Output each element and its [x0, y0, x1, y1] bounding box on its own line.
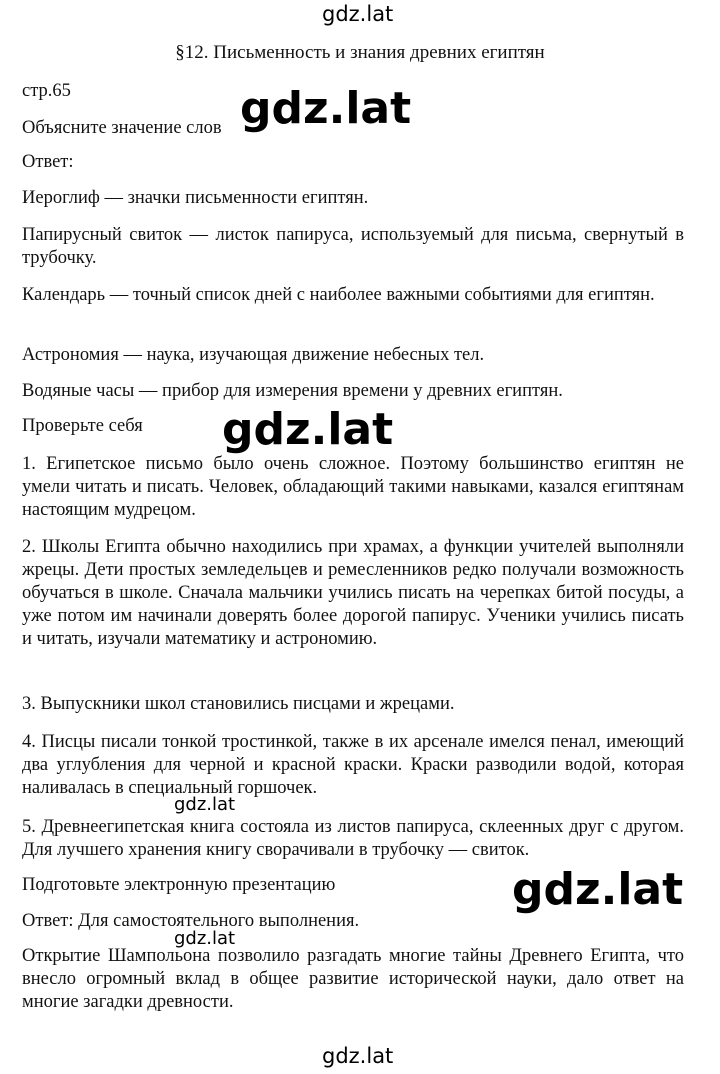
watermark-large: gdz.lat	[240, 83, 412, 134]
definition-water-clock: Водяные часы — прибор для измерения времени у древних египтян.	[22, 381, 563, 401]
check-heading: Проверьте себя	[22, 416, 143, 436]
definition-astronomy: Астрономия — наука, изучающая движение небесных тел.	[22, 345, 485, 365]
check-item-5: 5. Древнеегипетская книга состояла из листов папируса, склеенных друг с другом. Для лучшего хранения книгу сворачивали в трубочку — свиток.	[22, 817, 684, 860]
definition-papyrus-scroll: Папирусный свиток — листок папируса, используемый для письма, свернутый в трубочку.	[22, 225, 684, 268]
task-prompt: Объясните значение слов	[22, 118, 222, 138]
watermark-top: gdz.lat	[322, 2, 394, 26]
check-item-1: 1. Египетское письмо было очень сложное. Поэтому большинство египтян не умели читать и писать. Человек, обладающий такими навыками, казался египтянам настоящим мудрецом.	[22, 454, 684, 520]
check-item-3: 3. Выпускники школ становились писцами и жрецами.	[22, 694, 455, 714]
presentation-heading: Подготовьте электронную презентацию	[22, 875, 336, 895]
presentation-answer: Ответ: Для самостоятельного выполнения.	[22, 911, 360, 931]
check-item-2: 2. Школы Египта обычно находились при храмах, а функции учителей выполняли жрецы. Дети простых земледельцев и ремесленников редко получали возможность обучаться в школе. Сначала мальчики учились писать на черепках битой посуды, а уже потом им начинали доверять более дорогой папирус. Ученики учились писать и читать, изучали математику и астрономию.	[22, 537, 684, 649]
watermark-bottom: gdz.lat	[322, 1044, 394, 1068]
check-item-4: 4. Писцы писали тонкой тростинкой, также в их арсенале имелся пенал, имеющий два углубления для черной и красной краски. Краски разводили водой, которая наливалась в специальный горшочек.	[22, 732, 684, 798]
watermark-small: gdz.lat	[174, 928, 236, 949]
watermark-large: gdz.lat	[222, 404, 394, 455]
answer-label: Ответ:	[22, 152, 74, 172]
presentation-text: Открытие Шампольона позволило разгадать многие тайны Древнего Египта, что внесло огромный вклад в общее развитие исторической науки, дало ответ на многие загадки древности.	[22, 946, 684, 1012]
definition-hieroglyph: Иероглиф — значки письменности египтян.	[22, 188, 369, 208]
definition-calendar: Календарь — точный список дней с наиболее важными событиями для египтян.	[22, 285, 655, 305]
page-reference: стр.65	[22, 81, 71, 101]
watermark-large: gdz.lat	[512, 864, 684, 915]
page-title: §12. Письменность и знания древних египтян	[175, 42, 545, 63]
watermark-small: gdz.lat	[174, 794, 236, 815]
